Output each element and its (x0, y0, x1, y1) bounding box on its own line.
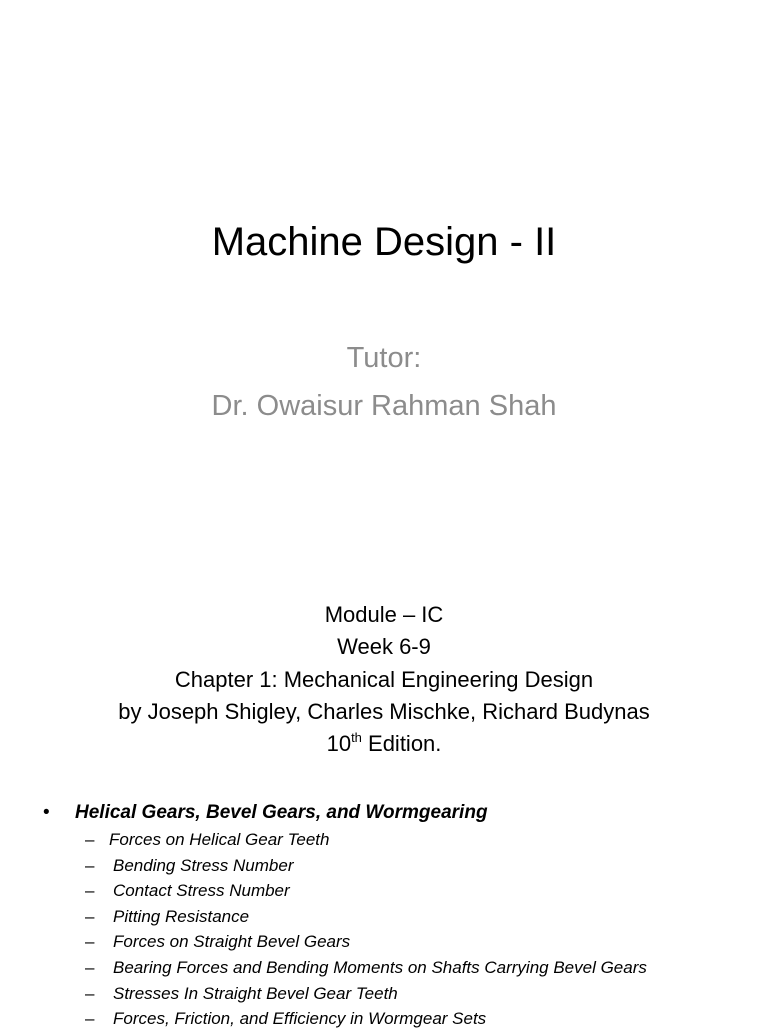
edition-word: Edition. (361, 731, 442, 757)
tutor-name: Dr. Owaisur Rahman Shah (211, 390, 557, 422)
dash-icon: – (85, 983, 95, 1003)
tutor-block (0, 334, 768, 430)
list-item (0, 929, 768, 955)
list-item (0, 878, 768, 904)
topic-list (0, 799, 768, 1032)
dash-icon: – (85, 881, 95, 901)
topic-heading (0, 799, 768, 827)
dash-icon: – (85, 932, 95, 952)
list-item (0, 853, 768, 879)
module-info (0, 599, 768, 760)
book-edition (0, 728, 768, 760)
week-range: Week 6-9 (337, 634, 431, 660)
list-item (0, 904, 768, 930)
edition-suffix: th (351, 729, 362, 745)
list-item (0, 981, 768, 1007)
dash-icon: – (85, 830, 95, 849)
list-item-text: Pitting Resistance (113, 906, 250, 926)
document-title: Machine Design - II (211, 220, 557, 264)
list-item-text: Forces on Straight Bevel Gears (113, 932, 351, 952)
list-item-text: Contact Stress Number (113, 881, 290, 901)
list-item-text: Bending Stress Number (113, 855, 294, 875)
list-item (0, 827, 768, 853)
dash-icon: – (85, 906, 95, 926)
tutor-label: Tutor: (346, 342, 422, 374)
list-item (0, 1006, 768, 1032)
module-label: Module – IC (324, 602, 444, 627)
dash-icon: – (85, 855, 95, 875)
topic-heading-text: Helical Gears, Bevel Gears, and Wormgearing (75, 802, 488, 823)
dash-icon: – (85, 957, 95, 977)
list-item-text: Bearing Forces and Bending Moments on Shafts Carrying Bevel Gears (113, 957, 647, 977)
edition-number: 10 (326, 731, 352, 757)
list-item-text: Stresses In Straight Bevel Gear Teeth (113, 983, 398, 1003)
list-item-text: Forces, Friction, and Efficiency in Wormgear Sets (113, 1009, 487, 1029)
bullet-icon: • (43, 802, 50, 823)
book-authors: by Joseph Shigley, Charles Mischke, Richard Budynas (118, 698, 650, 724)
list-item-text: Forces on Helical Gear Teeth (109, 830, 330, 849)
list-item (0, 955, 768, 981)
dash-icon: – (85, 1009, 95, 1029)
chapter-title: Chapter 1: Mechanical Engineering Design (174, 666, 594, 692)
